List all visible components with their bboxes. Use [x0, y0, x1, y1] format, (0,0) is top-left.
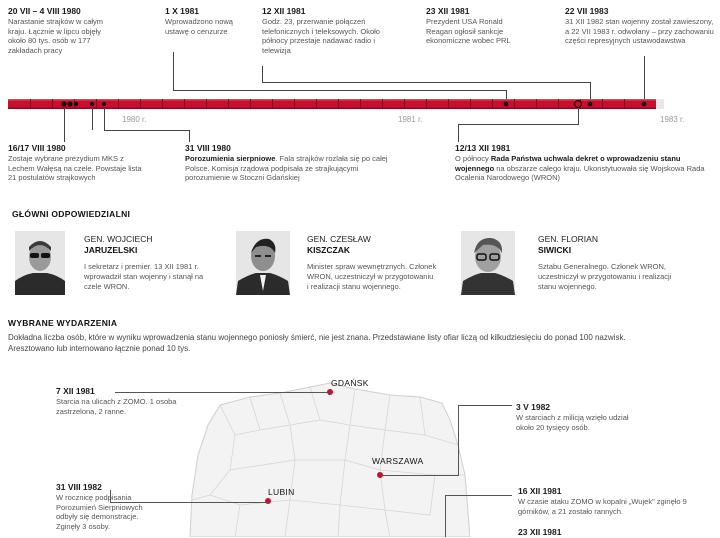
section-title-events: WYBRANE WYDARZENIA: [8, 318, 118, 328]
event-date: 20 VII – 4 VIII 1980: [8, 6, 81, 16]
event-text-pre: O północy: [455, 154, 491, 163]
person-name: SIWICKI: [538, 245, 572, 255]
event-text: Godz. 23, przerwanie połączeń telefonicznych i teleksowych. Około północy przestaje nadawać radio i telewizja: [262, 17, 380, 55]
event-date: 23 XII 1981: [426, 6, 470, 16]
timeline-bar: [0, 95, 720, 113]
events-intro: Dokładna liczba osób, które w wyniku wprowadzenia stanu wojennego poniosły śmierć, nie jest znana. Przedstawiane listy ofiar liczą od kilkudziesięciu do ponad 100 nazwisk. Aresztowano lub internowano łącznie ponad 10 tys.: [8, 333, 626, 353]
event-text: Starcia na ulicach z ZOMO. 1 osoba zastrzelona, 2 ranne.: [56, 397, 177, 416]
event-text-bold: Rada Państwa uchwala dekret o wprowadzeniu stanu wojennego: [455, 154, 681, 173]
person-card: [307, 234, 437, 291]
event-text-rest: na obszarze całego kraju. Ukonstytuowała się Wojskowa Rada Ocalenia Narodowego (WRON): [455, 163, 705, 183]
event-text-rest: . Fala strajków rozlała się po całej Polsce. Komisja rządowa podpisała ze strajkującymi porozumienie w Stoczni Gdańskiej: [185, 154, 388, 183]
portrait-kiszczak: [236, 231, 290, 295]
connector: [578, 108, 579, 124]
poland-map: [180, 375, 470, 537]
map-event-1981-12-23: [518, 527, 713, 538]
person-rank: GEN. CZESŁAW: [307, 234, 371, 244]
connector: [173, 52, 174, 90]
person-desc: Sztabu Generalnego. Członek WRON, uczestniczył w przygotowaniu i realizacji stanu wojennego.: [538, 262, 672, 291]
event-date: 12 XII 1981: [262, 6, 306, 16]
person-desc: I sekretarz i premier. 13 XII 1981 r. wprowadził stan wojenny i stanął na czele WRON.: [84, 262, 204, 291]
connector: [104, 130, 189, 131]
event-date: 7 XII 1981: [56, 386, 95, 396]
section-title-people: GŁÓWNI ODPOWIEDZIALNI: [12, 209, 131, 219]
event-martial-law-lifted: [565, 6, 717, 46]
event-date: 22 VII 1983: [565, 6, 609, 16]
person-rank: GEN. WOJCIECH: [84, 234, 153, 244]
city-label-warszawa: WARSZAWA: [372, 456, 424, 466]
connector: [262, 66, 263, 82]
connector: [458, 405, 512, 406]
event-text: W starciach z milicją wzięło udział około 20 tysięcy osób.: [516, 413, 629, 432]
city-label-gdansk: GDAŃSK: [331, 378, 369, 388]
event-text-bold: Porozumienia sierpniowe: [185, 154, 276, 163]
event-date: 3 V 1982: [516, 402, 551, 412]
connector: [445, 495, 512, 496]
person-card: [538, 234, 688, 291]
event-text: Wprowadzono nową ustawę o cenzurze: [165, 17, 233, 36]
portrait-siwicki: [461, 231, 515, 295]
event-text: W rocznicę podpisania Porozumień Sierpniowych odbyły się demonstracje. Zginęły 3 osoby.: [56, 493, 143, 531]
event-censorship: [165, 6, 233, 36]
event-text: [455, 154, 713, 183]
connector: [458, 405, 459, 475]
event-mks-presidium: [8, 143, 143, 183]
year-label: 1981 r.: [398, 115, 423, 124]
connector: [262, 82, 590, 83]
event-text: Zostaje wybrane prezydium MKS z Lechem Wałęsą na czele. Powstaje lista 21 postulatów strajkowych: [8, 154, 142, 183]
event-text: [185, 154, 390, 183]
connector: [382, 475, 459, 476]
event-date: 12/13 XII 1981: [455, 143, 511, 153]
map-event-lubin: [56, 482, 160, 531]
event-reagan-sanctions: [426, 6, 526, 46]
event-text: Prezydent USA Ronald Reagan ogłosił sankcje ekonomiczne wobec PRL: [426, 17, 511, 46]
event-text: W czasie ataku ZOMO w kopalni „Wujek" zginęło 9 górników, a 21 zostało rannych.: [518, 497, 687, 516]
map-event-warszawa: [516, 402, 641, 432]
event-text: 31 XII 1982 stan wojenny został zawieszony, a 22 VII 1983 r. odwołany – przy zachowaniu części represyjnych ustawodawstwa: [565, 17, 714, 46]
connector: [445, 495, 446, 537]
event-date: 31 VIII 1982: [56, 482, 102, 492]
connector: [64, 108, 65, 142]
event-date: 1 X 1981: [165, 6, 200, 16]
event-martial-law-decree: [455, 143, 713, 183]
event-august-agreements: [185, 143, 390, 183]
person-card: [84, 234, 206, 291]
connector: [458, 124, 579, 125]
connector: [92, 108, 93, 130]
year-label: 1980 r.: [122, 115, 147, 124]
year-label: 1983 r.: [660, 115, 685, 124]
event-date: 23 XII 1981: [518, 527, 562, 537]
portrait-jaruzelski: [15, 231, 65, 295]
person-name: JARUZELSKI: [84, 245, 138, 255]
connector: [458, 124, 459, 142]
event-communications-cut: [262, 6, 392, 55]
event-date: 16/17 VIII 1980: [8, 143, 66, 153]
city-label-lubin: LUBIN: [268, 487, 295, 497]
event-text: Narastanie strajków w całym kraju. Łącznie w lipcu objęły około 80 tys. osób w 177 zakładach pracy: [8, 17, 104, 55]
event-date: 31 VIII 1980: [185, 143, 231, 153]
person-desc: Minister spraw wewnętrznych. Członek WRON, uczestniczył w przygotowaniu i realizacji stanu wojennego.: [307, 262, 437, 291]
map-event-gdansk: [56, 386, 191, 416]
connector: [189, 130, 190, 142]
person-name: KISZCZAK: [307, 245, 350, 255]
event-1980-strikes: [8, 6, 108, 55]
connector: [104, 108, 105, 130]
event-date: 16 XII 1981: [518, 486, 562, 496]
person-rank: GEN. FLORIAN: [538, 234, 598, 244]
connector: [173, 90, 506, 91]
map-event-wujek: [518, 486, 713, 516]
